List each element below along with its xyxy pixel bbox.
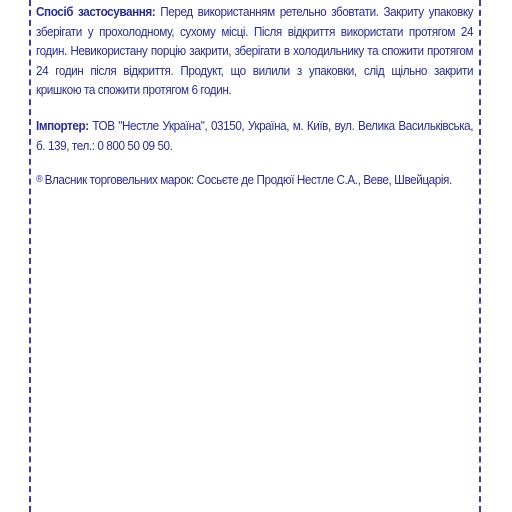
importer-text: ТОВ "Нестле Україна", 03150, Україна, м. Київ, вул. Велика Васильківська, б. 139, тел.: 0 800 50 09 50.	[36, 119, 474, 153]
usage-text: Перед використанням ретельно збовтати. Закриту упаковку зберігати у прохолодному, сухому місці. Після відкриття використати протягом 24 годин. Невикористану порцію закрити, зберігати в холодильнику та спожити протягом 24 годин після відкриття. Продукт, що вилили з упаковки, слід щільно закрити кришкою та спожити протягом 6 годин.	[36, 5, 474, 98]
registered-icon: ®	[36, 174, 45, 185]
importer-info	[36, 117, 473, 156]
usage-heading: Спосіб застосування:	[36, 5, 161, 19]
trademark-notice	[36, 171, 473, 191]
dashed-border-right	[479, 0, 481, 512]
usage-instructions	[36, 3, 473, 101]
dashed-border-left	[29, 0, 31, 512]
trademark-text: Власник торговельних марок: Сосьєте де Продюї Нестле С.А., Веве, Швейцарія.	[44, 173, 452, 187]
importer-heading: Імпортер:	[36, 119, 93, 133]
